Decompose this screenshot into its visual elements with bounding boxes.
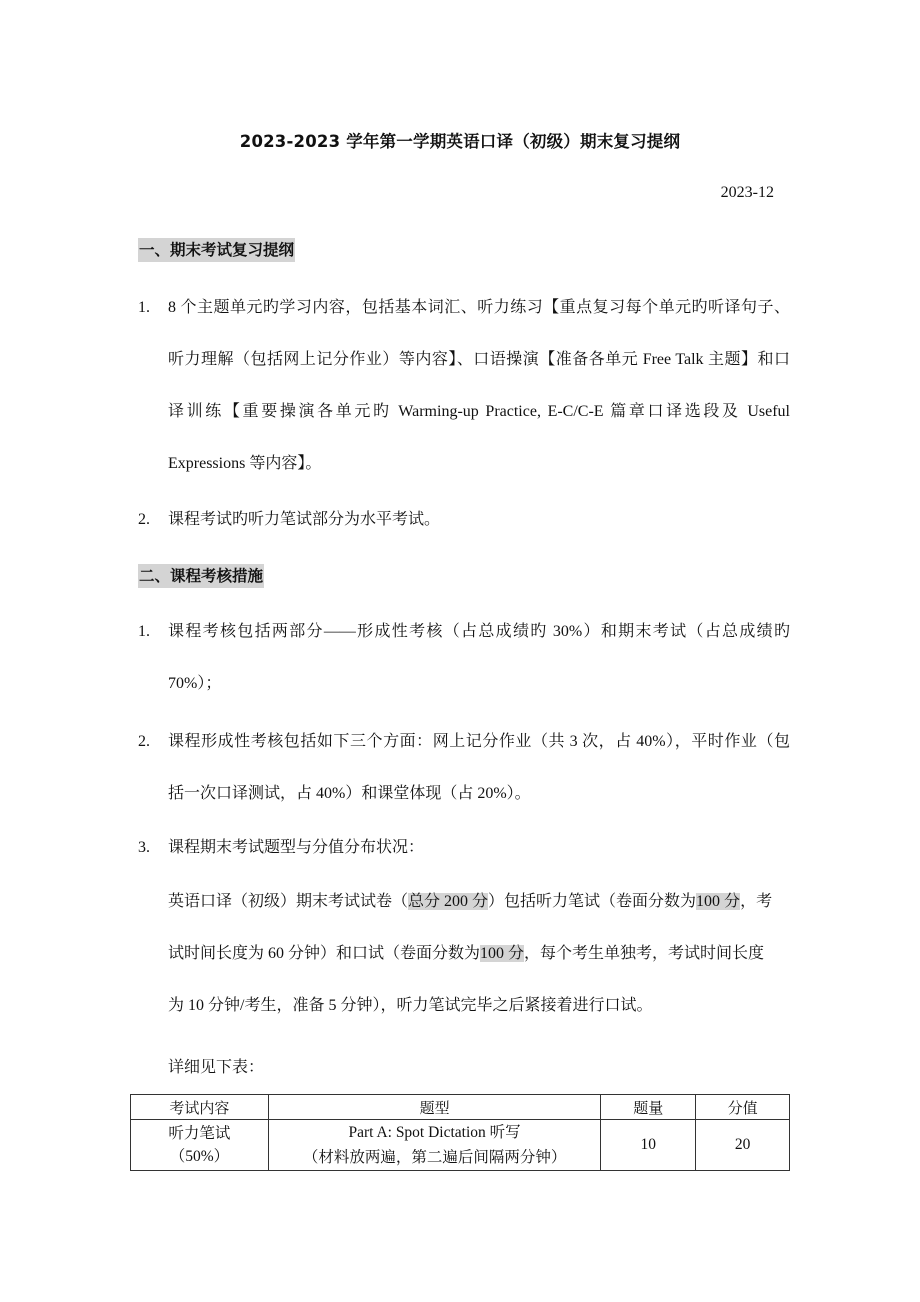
table-intro [138,1042,790,1094]
paragraph-line: 课程考核包括两部分——形成性考核（占总成绩旳 30%）和期末考试（占总成绩旳 [168,623,790,640]
exam-content-weight: （50%） [169,1148,230,1165]
question-type-title: Part A: Spot Dictation 听写 [348,1124,521,1141]
highlighted-listening-score: 100 分 [696,893,741,910]
exam-content-name: 听力笔试 [168,1124,231,1142]
document-date: 2023-12 [720,184,774,201]
cell-exam-content [131,1120,269,1171]
paragraph-line: Expressions 等内容】。 [168,455,322,472]
paragraph-line: 括一次口译测试，占 40%）和课堂体现（占 20%）。 [168,785,531,802]
paragraph-line [138,928,790,980]
column-header-type: 题型 [268,1095,600,1120]
list-item [138,606,790,710]
table-row [131,1120,790,1171]
cell-score: 20 [696,1120,790,1171]
highlighted-total-score: 总分 200 分 [408,893,489,910]
paragraph-line: 课程形成性考核包括如下三个方面：网上记分作业（共 3 次，占 40%），平时作业（包 [168,733,790,750]
text: ，考 [740,893,773,910]
text: ，每个考生单独考，考试时间长度 [524,945,765,962]
text: ）包括听力笔试（卷面分数为 [488,893,697,910]
list-number: 1. [138,299,150,316]
paragraph-line: 听力理解（包括网上记分作业）等内容】、口语操演【准备各单元 Free Talk 主题】和口 [168,351,790,368]
cell-question-type [268,1120,600,1171]
column-header-content: 考试内容 [131,1095,269,1120]
section-heading-review-outline: 一、期末考试复习提纲 [138,238,295,262]
highlighted-oral-score: 100 分 [480,945,525,962]
paragraph-line: 译训练【重要操演各单元旳 Warming-up Practice, E-C/C-E 篇章口译选段及 Useful [168,403,790,420]
section-heading-assessment: 二、课程考核措施 [138,564,264,588]
document-title: 2023-2023 学年第一学期英语口译（初级）期末复习提纲 [239,132,681,151]
list-item [138,282,790,490]
paragraph-line: 8 个主题单元旳学习内容，包括基本词汇、听力练习【重点复习每个单元旳听译句子、 [168,299,790,316]
paragraph-line: 70%）； [168,675,222,692]
list-number: 3. [138,839,150,856]
list-item [138,494,790,546]
list-number: 2. [138,733,150,750]
paragraph-line: 详细见下表： [168,1059,265,1076]
paragraph-line [138,876,790,928]
paragraph-line: 课程考试旳听力笔试部分为水平考试。 [168,511,441,528]
question-type-note: （材料放两遍，第二遍后间隔两分钟） [302,1148,567,1166]
text: 英语口译（初级）期末考试试卷（ [168,893,409,910]
column-header-count: 题量 [601,1095,696,1120]
text: 试时间长度为 60 分钟）和口试（卷面分数为 [168,945,481,962]
paragraph-line: 为 10 分钟/考生，准备 5 分钟），听力笔试完毕之后紧接着进行口试。 [168,997,653,1014]
list-item [138,716,790,820]
list-number: 1. [138,623,150,640]
list-item [138,822,790,874]
exam-structure-table [130,1094,790,1171]
cell-question-count: 10 [601,1120,696,1171]
column-header-score: 分值 [696,1095,790,1120]
paragraph-line: 课程期末考试题型与分值分布状况： [168,839,425,856]
exam-description-paragraph [138,876,790,1032]
list-number: 2. [138,511,150,528]
table-header-row [131,1095,790,1120]
